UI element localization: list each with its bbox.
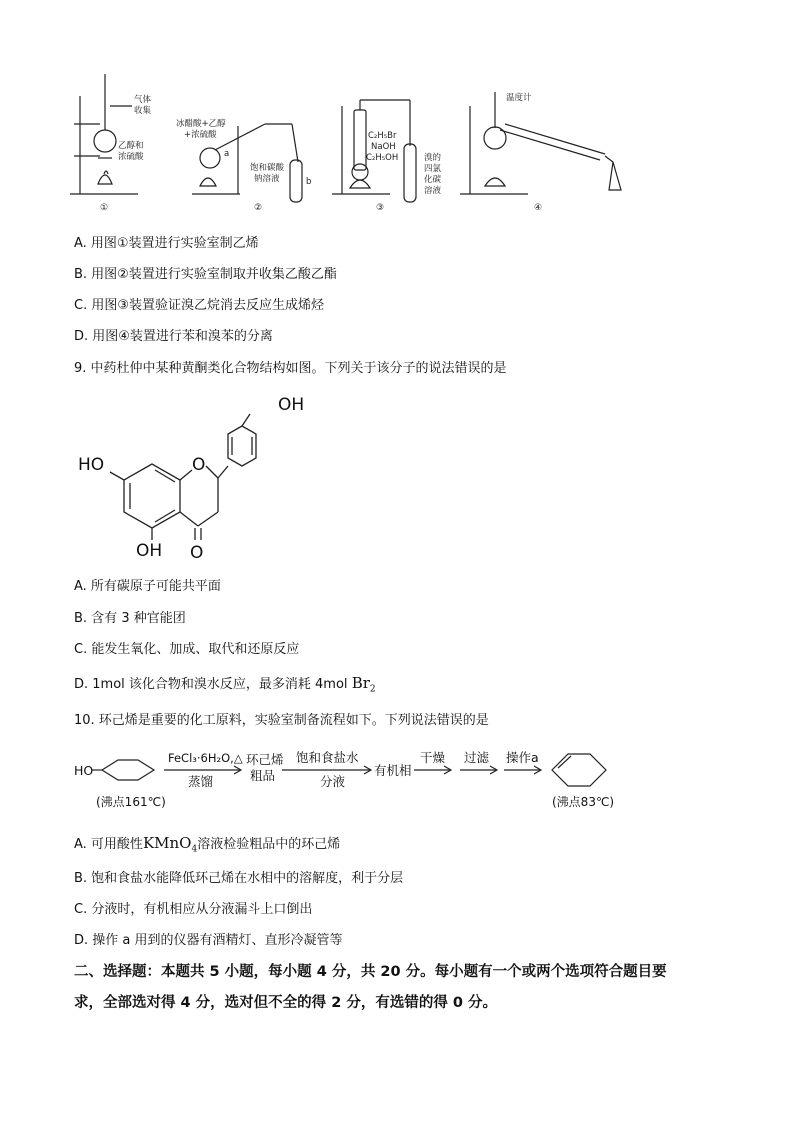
step1-condition: FeCl₃·6H₂O,△: [168, 751, 243, 765]
oh-top-label: OH: [278, 395, 305, 415]
q9-option-a: A. 所有碳原子可能共平面: [74, 579, 221, 594]
q9-option-d-formula: Br: [351, 674, 370, 692]
fig1-collect-label: 收集: [134, 106, 152, 116]
fig3-reagent-1: C₂H₅Br: [368, 131, 397, 141]
fig3-reagent-2: NaOH: [371, 142, 396, 152]
q10-option-b: B. 饱和食盐水能降低环己烯在水相中的溶解度，利于分层: [74, 871, 404, 886]
q9-option-c: C. 能发生氧化、加成、取代和还原反应: [74, 642, 300, 657]
fig1-number: ①: [100, 203, 109, 213]
fig4-number: ④: [534, 203, 543, 213]
section2-instructions-line2: 求，全部选对得 4 分，选对但不全的得 2 分，有选错的得 0 分。: [74, 995, 498, 1011]
cyclohexanol-ho-label: HO: [74, 763, 94, 778]
ho-left-label: HO: [78, 455, 105, 475]
fig1-reagent-label-2: 浓硫酸: [118, 152, 144, 162]
q10-stem: 10. 环己烯是重要的化工原料，实验室制备流程如下。下列说法错误的是: [74, 713, 489, 728]
fig2-sat-label-1: 饱和碳酸: [250, 163, 285, 173]
step5-operation-a: 操作a: [506, 750, 539, 765]
fig3-solution-2: 四氯: [424, 164, 442, 174]
step3-dry: 干燥: [420, 750, 446, 765]
apparatus-fig1: [70, 74, 138, 194]
step1-operation: 蒸馏: [188, 774, 214, 789]
section2-instructions-line1: 二、选择题：本题共 5 小题，每小题 4 分，共 20 分。每小题有一个或两个选项符合题目要: [74, 964, 667, 980]
fig2-number: ②: [254, 203, 263, 213]
cyclohexene-bp: (沸点83℃): [552, 795, 615, 809]
q10-option-a-text: A. 可用酸性: [74, 837, 143, 852]
fig3-solution-1: 溴的: [424, 153, 442, 163]
q10-option-a: [74, 834, 340, 859]
q9-stem: 9. 中药杜仲中某种黄酮类化合物结构如图。下列关于该分子的说法错误的是: [74, 361, 507, 376]
crude-product-2: 粗品: [250, 768, 276, 783]
fig3-number: ③: [376, 203, 385, 213]
oh-bottom-label: OH: [136, 541, 163, 561]
organic-phase: 有机相: [374, 763, 412, 778]
carbonyl-oxygen-label: O: [190, 543, 204, 563]
q10-option-a-subscript: 4: [191, 844, 198, 855]
q10-option-a-formula: KMnO: [142, 834, 192, 852]
fig2-sat-label-2: 钠溶液: [254, 174, 280, 184]
step4-filter: 过滤: [464, 750, 490, 765]
fig2-reagent-label-2: +浓硫酸: [184, 130, 217, 140]
q9-option-d: [74, 674, 376, 699]
q10-option-d: D. 操作 a 用到的仪器有酒精灯、直形冷凝管等: [74, 933, 343, 948]
fig1-reagent-label-1: 乙醇和: [118, 141, 144, 151]
q8-option-c: C. 用图③装置验证溴乙烷消去反应生成烯烃: [74, 298, 324, 313]
fig3-reagent-3: C₂H₅OH: [366, 153, 399, 163]
q9-option-d-text: D. 1mol 该化合物和溴水反应，最多消耗 4mol: [74, 677, 352, 692]
q8-option-a: A. 用图①装置进行实验室制乙烯: [74, 236, 259, 251]
q9-option-b: B. 含有 3 种官能团: [74, 611, 186, 626]
fig2-a-label: a: [224, 149, 230, 159]
q8-option-d: D. 用图④装置进行苯和溴苯的分离: [74, 329, 273, 344]
fig1-gas-label: 气体: [134, 95, 152, 105]
cyclohexene-flow: [74, 742, 634, 816]
q8-option-b: B. 用图②装置进行实验室制取并收集乙酸乙酯: [74, 267, 337, 282]
cyclohexanol-bp: (沸点161℃): [96, 795, 166, 809]
q10-option-a-suffix: 溶液检验粗品中的环己烯: [197, 837, 341, 852]
q9-option-d-subscript: 2: [369, 684, 376, 695]
fig4-thermometer-label: 温度计: [506, 93, 532, 103]
crude-product-1: 环己烯: [246, 752, 284, 767]
fig2-reagent-label-1: 冰醋酸+乙醇: [176, 119, 226, 129]
apparatus-figures: [60, 66, 700, 218]
ring-oxygen-label: O: [192, 455, 206, 475]
flavonoid-structure: [74, 388, 314, 568]
fig2-b-label: b: [306, 177, 312, 187]
step2-operation: 分液: [320, 774, 346, 789]
q10-option-c: C. 分液时，有机相应从分液漏斗上口倒出: [74, 902, 313, 917]
step2-reagent: 饱和食盐水: [296, 750, 359, 765]
fig3-solution-4: 溶液: [424, 186, 442, 196]
apparatus-fig4: [460, 92, 621, 194]
fig3-solution-3: 化碳: [424, 175, 442, 185]
